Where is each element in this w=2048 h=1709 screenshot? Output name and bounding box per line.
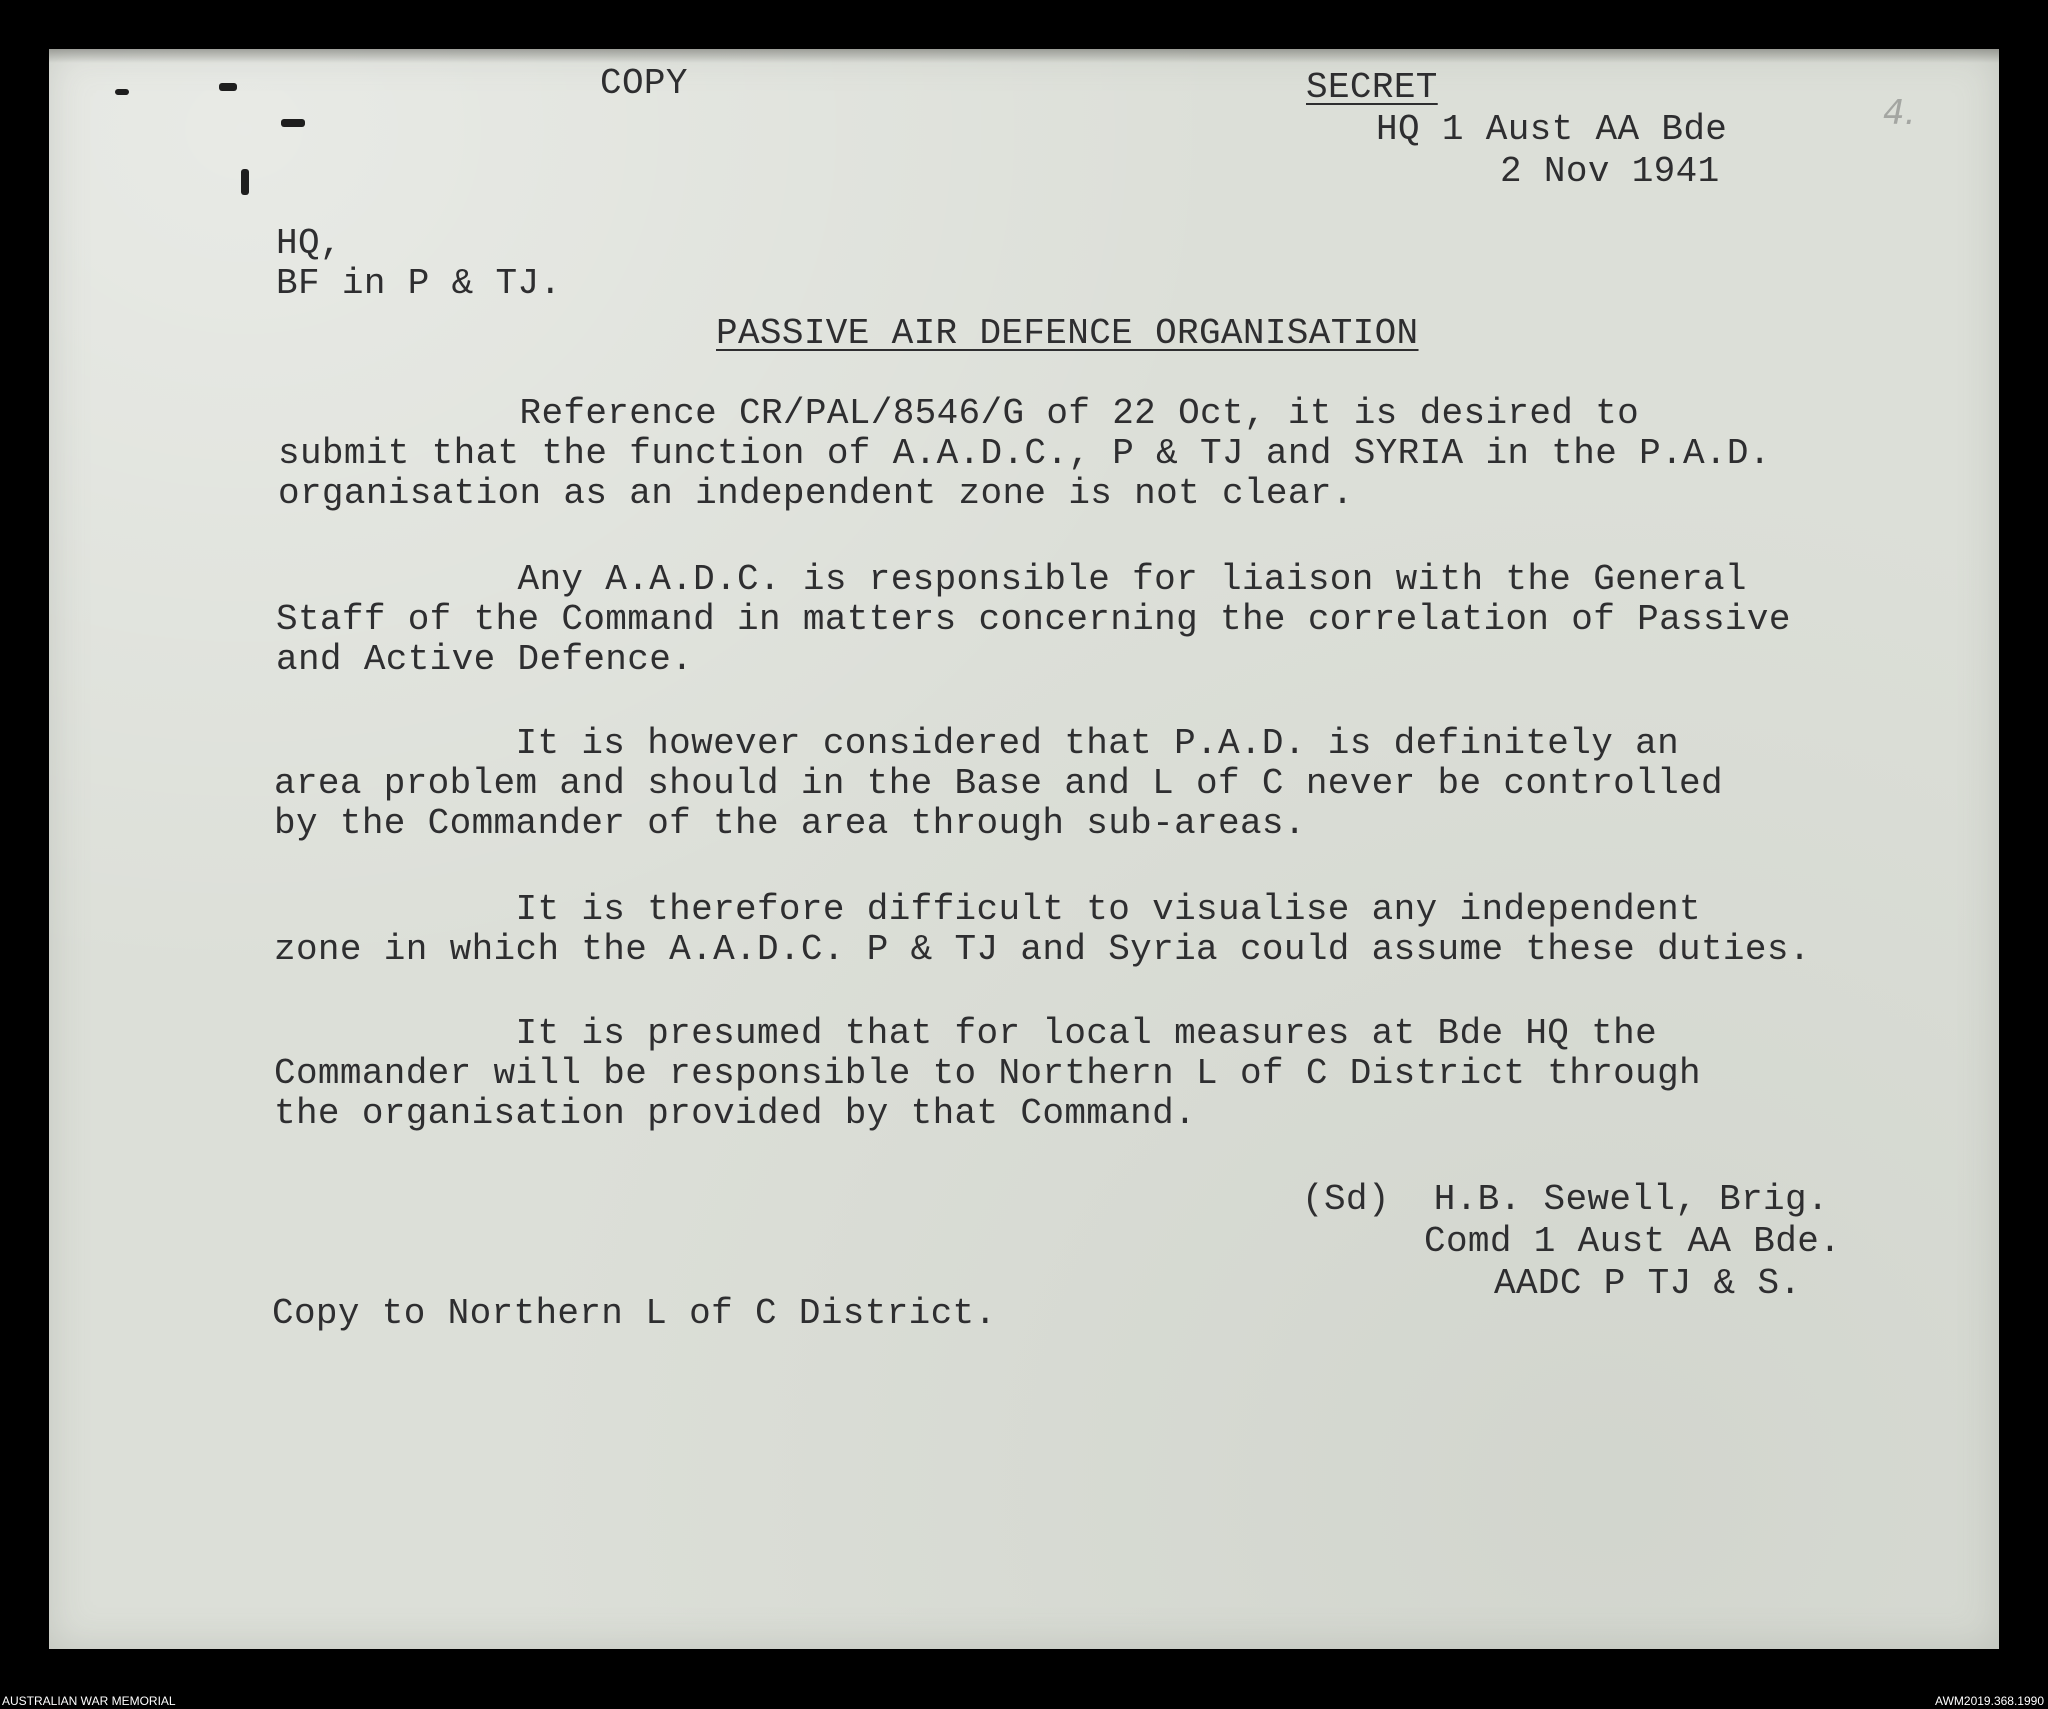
addressee-line-2: BF in P & TJ.: [276, 263, 562, 304]
paragraph-5-line-1: It is presumed that for local measures at Bde HQ the: [274, 1013, 1658, 1054]
addressee-line-1: HQ,: [276, 223, 342, 264]
sender-unit: HQ 1 Aust AA Bde: [1376, 109, 1728, 150]
binding-mark: [241, 169, 249, 195]
subject-heading: PASSIVE AIR DEFENCE ORGANISATION: [716, 313, 1419, 354]
paragraph-5-line-3: the organisation provided by that Command.: [274, 1093, 1197, 1134]
paragraph-3-line-2: area problem and should in the Base and L of C never be controlled: [274, 763, 1723, 804]
signature-line-2: Comd 1 Aust AA Bde.: [1424, 1221, 1842, 1262]
copy-to-line: Copy to Northern L of C District.: [272, 1293, 997, 1334]
paragraph-4-line-2: zone in which the A.A.D.C. P & TJ and Syria could assume these duties.: [274, 929, 1811, 970]
binding-mark: [219, 83, 237, 91]
paragraph-5-line-2: Commander will be responsible to Northern L of C District through: [274, 1053, 1701, 1094]
paragraph-1-line-3: organisation as an independent zone is not clear.: [278, 473, 1354, 514]
copy-label: COPY: [600, 63, 688, 104]
classification-label: SECRET: [1306, 67, 1438, 108]
signature-line-1: (Sd) H.B. Sewell, Brig.: [1302, 1179, 1829, 1220]
paragraph-1-line-1: Reference CR/PAL/8546/G of 22 Oct, it is desired to: [278, 393, 1640, 434]
archive-credit: AUSTRALIAN WAR MEMORIAL: [2, 1694, 176, 1708]
paragraph-3-line-1: It is however considered that P.A.D. is definitely an: [274, 723, 1680, 764]
document-date: 2 Nov 1941: [1500, 151, 1720, 192]
paragraph-4-line-1: It is therefore difficult to visualise any independent: [274, 889, 1701, 930]
paragraph-1-line-2: submit that the function of A.A.D.C., P & TJ and SYRIA in the P.A.D.: [278, 433, 1771, 474]
pencil-page-number: 4.: [1883, 93, 1916, 133]
paragraph-3-line-3: by the Commander of the area through sub-areas.: [274, 803, 1306, 844]
signature-line-3: AADC P TJ & S.: [1494, 1263, 1802, 1304]
paragraph-2-line-1: Any A.A.D.C. is responsible for liaison with the General: [276, 559, 1747, 600]
binding-mark: [115, 89, 129, 95]
paragraph-2-line-3: and Active Defence.: [276, 639, 694, 680]
paragraph-2-line-2: Staff of the Command in matters concerning the correlation of Passive: [276, 599, 1791, 640]
binding-mark: [281, 119, 305, 127]
archive-reference: AWM2019.368.1990: [1935, 1694, 2044, 1708]
